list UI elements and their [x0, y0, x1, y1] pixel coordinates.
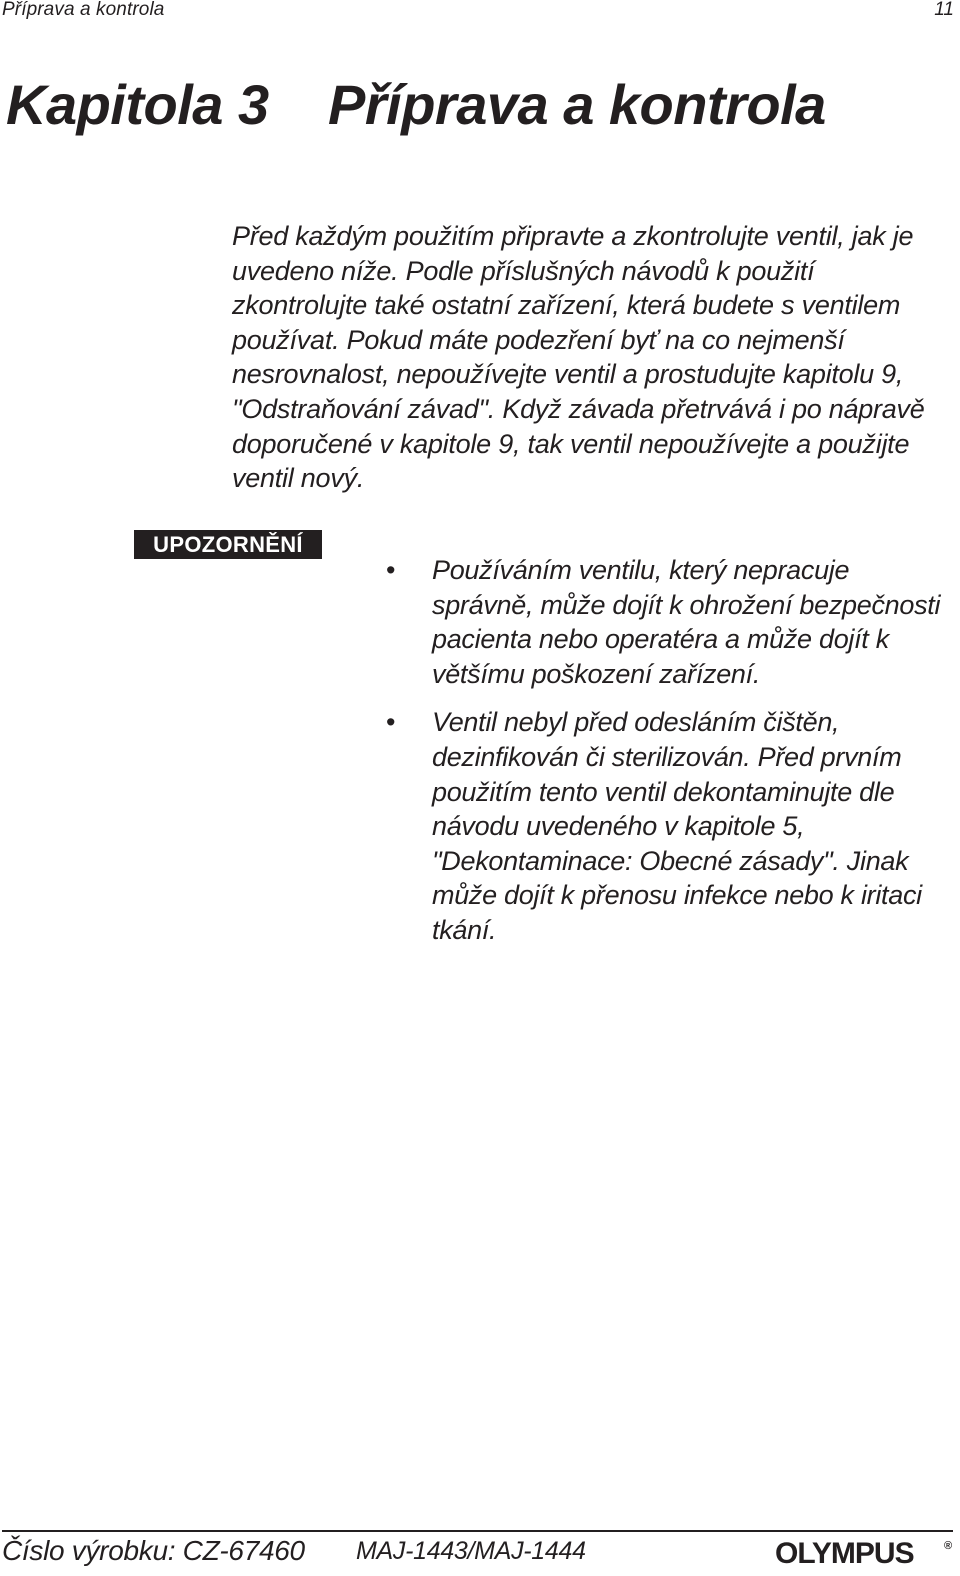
page-number: 11 [934, 0, 954, 20]
footer-divider [2, 1530, 953, 1532]
model-number: MAJ-1443/MAJ-1444 [356, 1537, 586, 1565]
brand-logo: OLYMPUS [775, 1537, 914, 1570]
product-number: Číslo výrobku: CZ-67460 [2, 1535, 305, 1566]
bullet: • [386, 707, 396, 738]
list-item [386, 553, 956, 691]
bullet: • [386, 555, 396, 585]
registered-mark: ® [944, 1540, 953, 1552]
chapter-title: Příprava a kontrola [328, 73, 826, 136]
intro-paragraph: Před každým použitím připravte a zkontrolujte ventil, jak je uvedeno níže. Podle příslušných návodů k použití zkontrolujte také ostatní zařízení, která budete s ventilem používat. Pokud máte podezření byť na co nejmenší nesrovnalost, nepoužívejte ventil a prostudujte kapitolu 9, "Odstraňování závad". Když závada přetrvává i po nápravě doporučené v kapitole 9, tak ventil nepoužívejte a použijte ventil nový. [232, 221, 925, 494]
running-title: Příprava a kontrola [2, 0, 165, 20]
chapter-heading [6, 72, 826, 137]
warning-text: Ventil nebyl před odesláním čištěn, dezinfikován či sterilizován. Před prvním použitím tento ventil dekontaminujte dle návodu uvedeného v kapitole 5, "Dekontaminace: Obecné zásady". Jinak může dojít k přenosu infekce nebo k iritaci tkání. [432, 707, 922, 945]
warning-badge: UPOZORNĚNÍ [134, 530, 322, 559]
warning-list [386, 553, 956, 948]
warning-text: Používáním ventilu, který nepracuje správně, může dojít k ohrožení bezpečnosti pacienta nebo operatéra a může dojít k většímu poškození zařízení. [432, 555, 941, 689]
list-item [386, 705, 956, 947]
chapter-number: Kapitola 3 [6, 73, 269, 136]
